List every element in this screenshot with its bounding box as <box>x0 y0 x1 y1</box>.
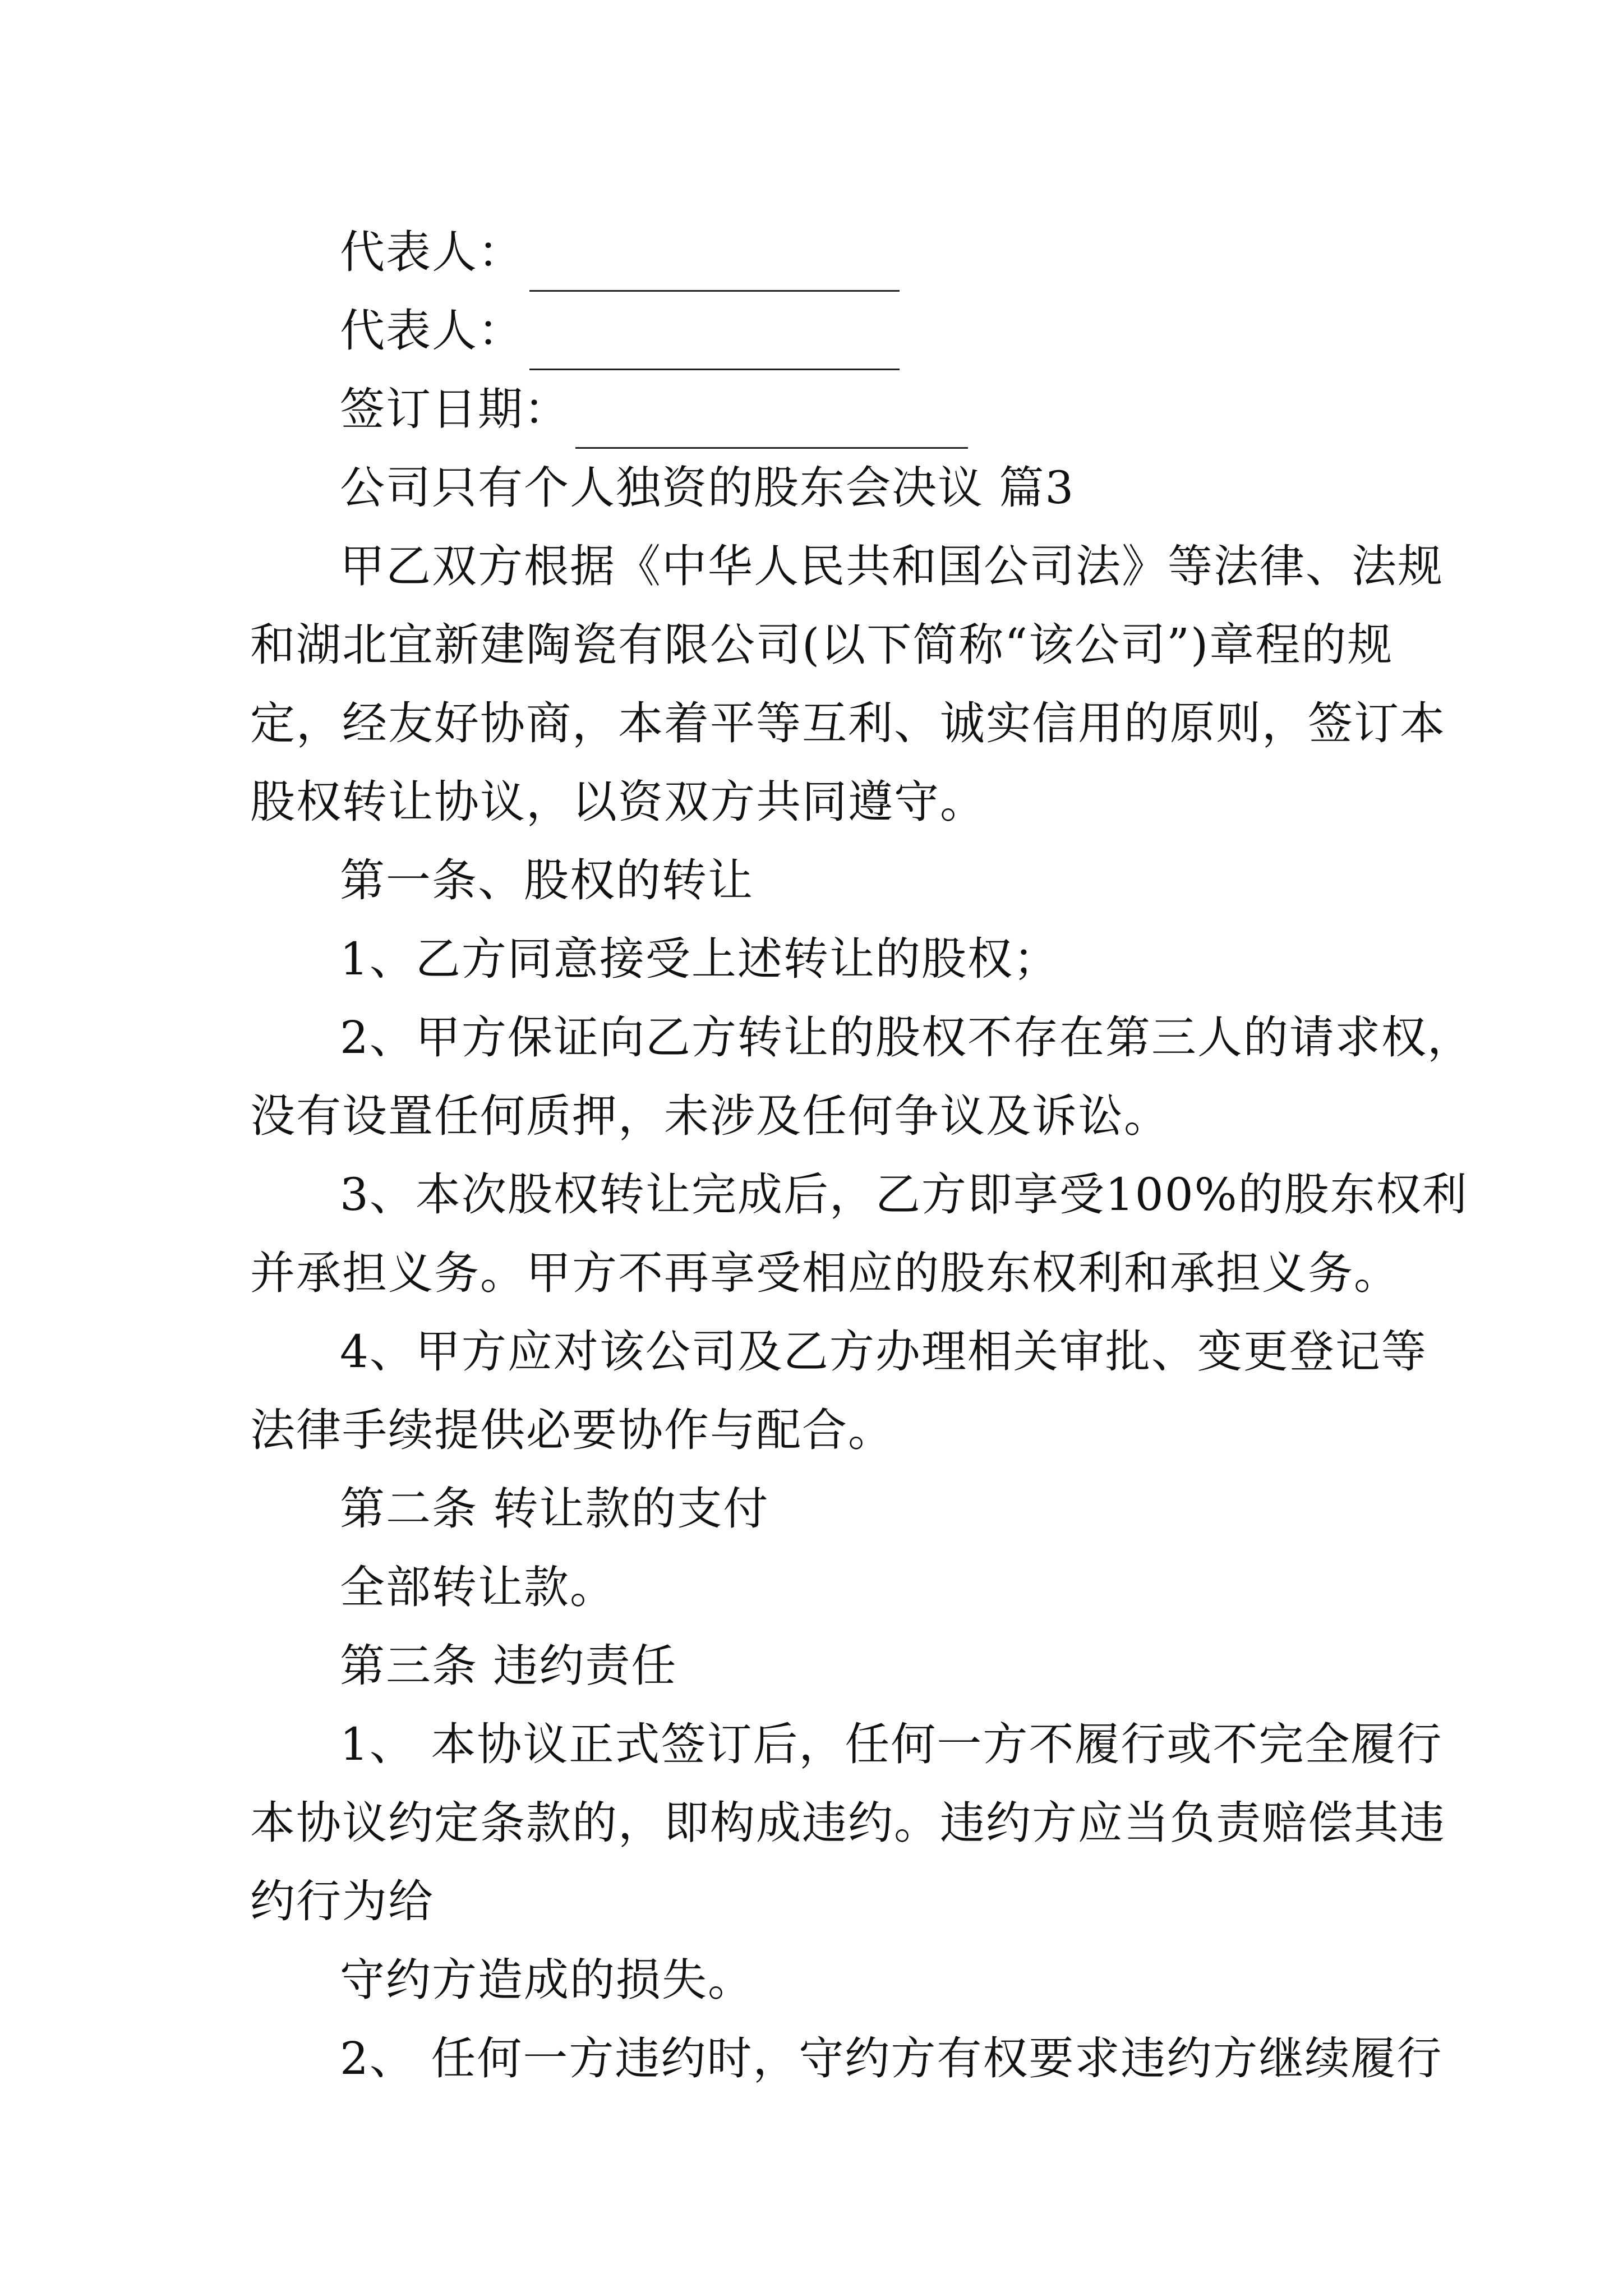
signature-date-row <box>250 370 1394 449</box>
article1-item3-line1: 3、本次股权转让完成后，乙方即享受100%的股东权利 <box>340 1168 1468 1221</box>
article1-item2-line2: 没有设置任何质押，未涉及任何争议及诉讼。 <box>250 1090 1170 1142</box>
article1-item1: 1、乙方同意接受上述转让的股权； <box>340 933 1059 985</box>
article3-item2-line1: 2、 任何一方违约时，守约方有权要求违约方继续履行 <box>340 2032 1443 2085</box>
article3-title: 第三条 违约责任 <box>340 1640 677 1692</box>
intro-line-1: 甲乙双方根据《中华人民共和国公司法》等法律、法规 <box>340 540 1444 592</box>
signature-rep2-row <box>250 292 1394 370</box>
intro-line-2: 和湖北宜新建陶瓷有限公司(以下简称“该公司”)章程的规 <box>250 619 1394 671</box>
signature-date-blank <box>575 392 968 449</box>
signature-date-label: 签订日期： <box>340 383 570 435</box>
intro-line-4: 股权转让协议，以资双方共同遵守。 <box>250 776 986 828</box>
article1-title: 第一条、股权的转让 <box>340 854 754 907</box>
article3-item1-line3: 约行为给 <box>250 1875 434 1927</box>
signature-rep1-label: 代表人： <box>340 226 524 278</box>
article3-item1-line2: 本协议约定条款的，即构成违约。违约方应当负责赔偿其违 <box>250 1797 1446 1849</box>
signature-rep1-row <box>250 213 1394 292</box>
section-heading: 公司只有个人独资的股东会决议 篇3 <box>340 462 1075 514</box>
article2-title: 第二条 转让款的支付 <box>340 1483 769 1535</box>
signature-rep2-label: 代表人： <box>340 305 524 357</box>
article2-text: 全部转让款。 <box>340 1561 616 1613</box>
signature-rep2-blank <box>529 314 900 370</box>
article1-item4-line1: 4、甲方应对该公司及乙方办理相关审批、变更登记等 <box>340 1326 1427 1378</box>
article1-item2-line1: 2、甲方保证向乙方转让的股权不存在第三人的请求权， <box>340 1011 1473 1064</box>
article3-item1-line1: 1、 本协议正式签订后，任何一方不履行或不完全履行 <box>340 1718 1443 1770</box>
article1-item3-line2: 并承担义务。甲方不再享受相应的股东权利和承担义务。 <box>250 1247 1400 1299</box>
article1-item4-line2: 法律手续提供必要协作与配合。 <box>250 1404 894 1456</box>
signature-rep1-blank <box>529 235 900 292</box>
document-body <box>250 213 1473 2098</box>
intro-line-3: 定，经友好协商，本着平等互利、诚实信用的原则，签订本 <box>250 697 1446 749</box>
article3-item1-line4: 守约方造成的损失。 <box>340 1954 754 2006</box>
